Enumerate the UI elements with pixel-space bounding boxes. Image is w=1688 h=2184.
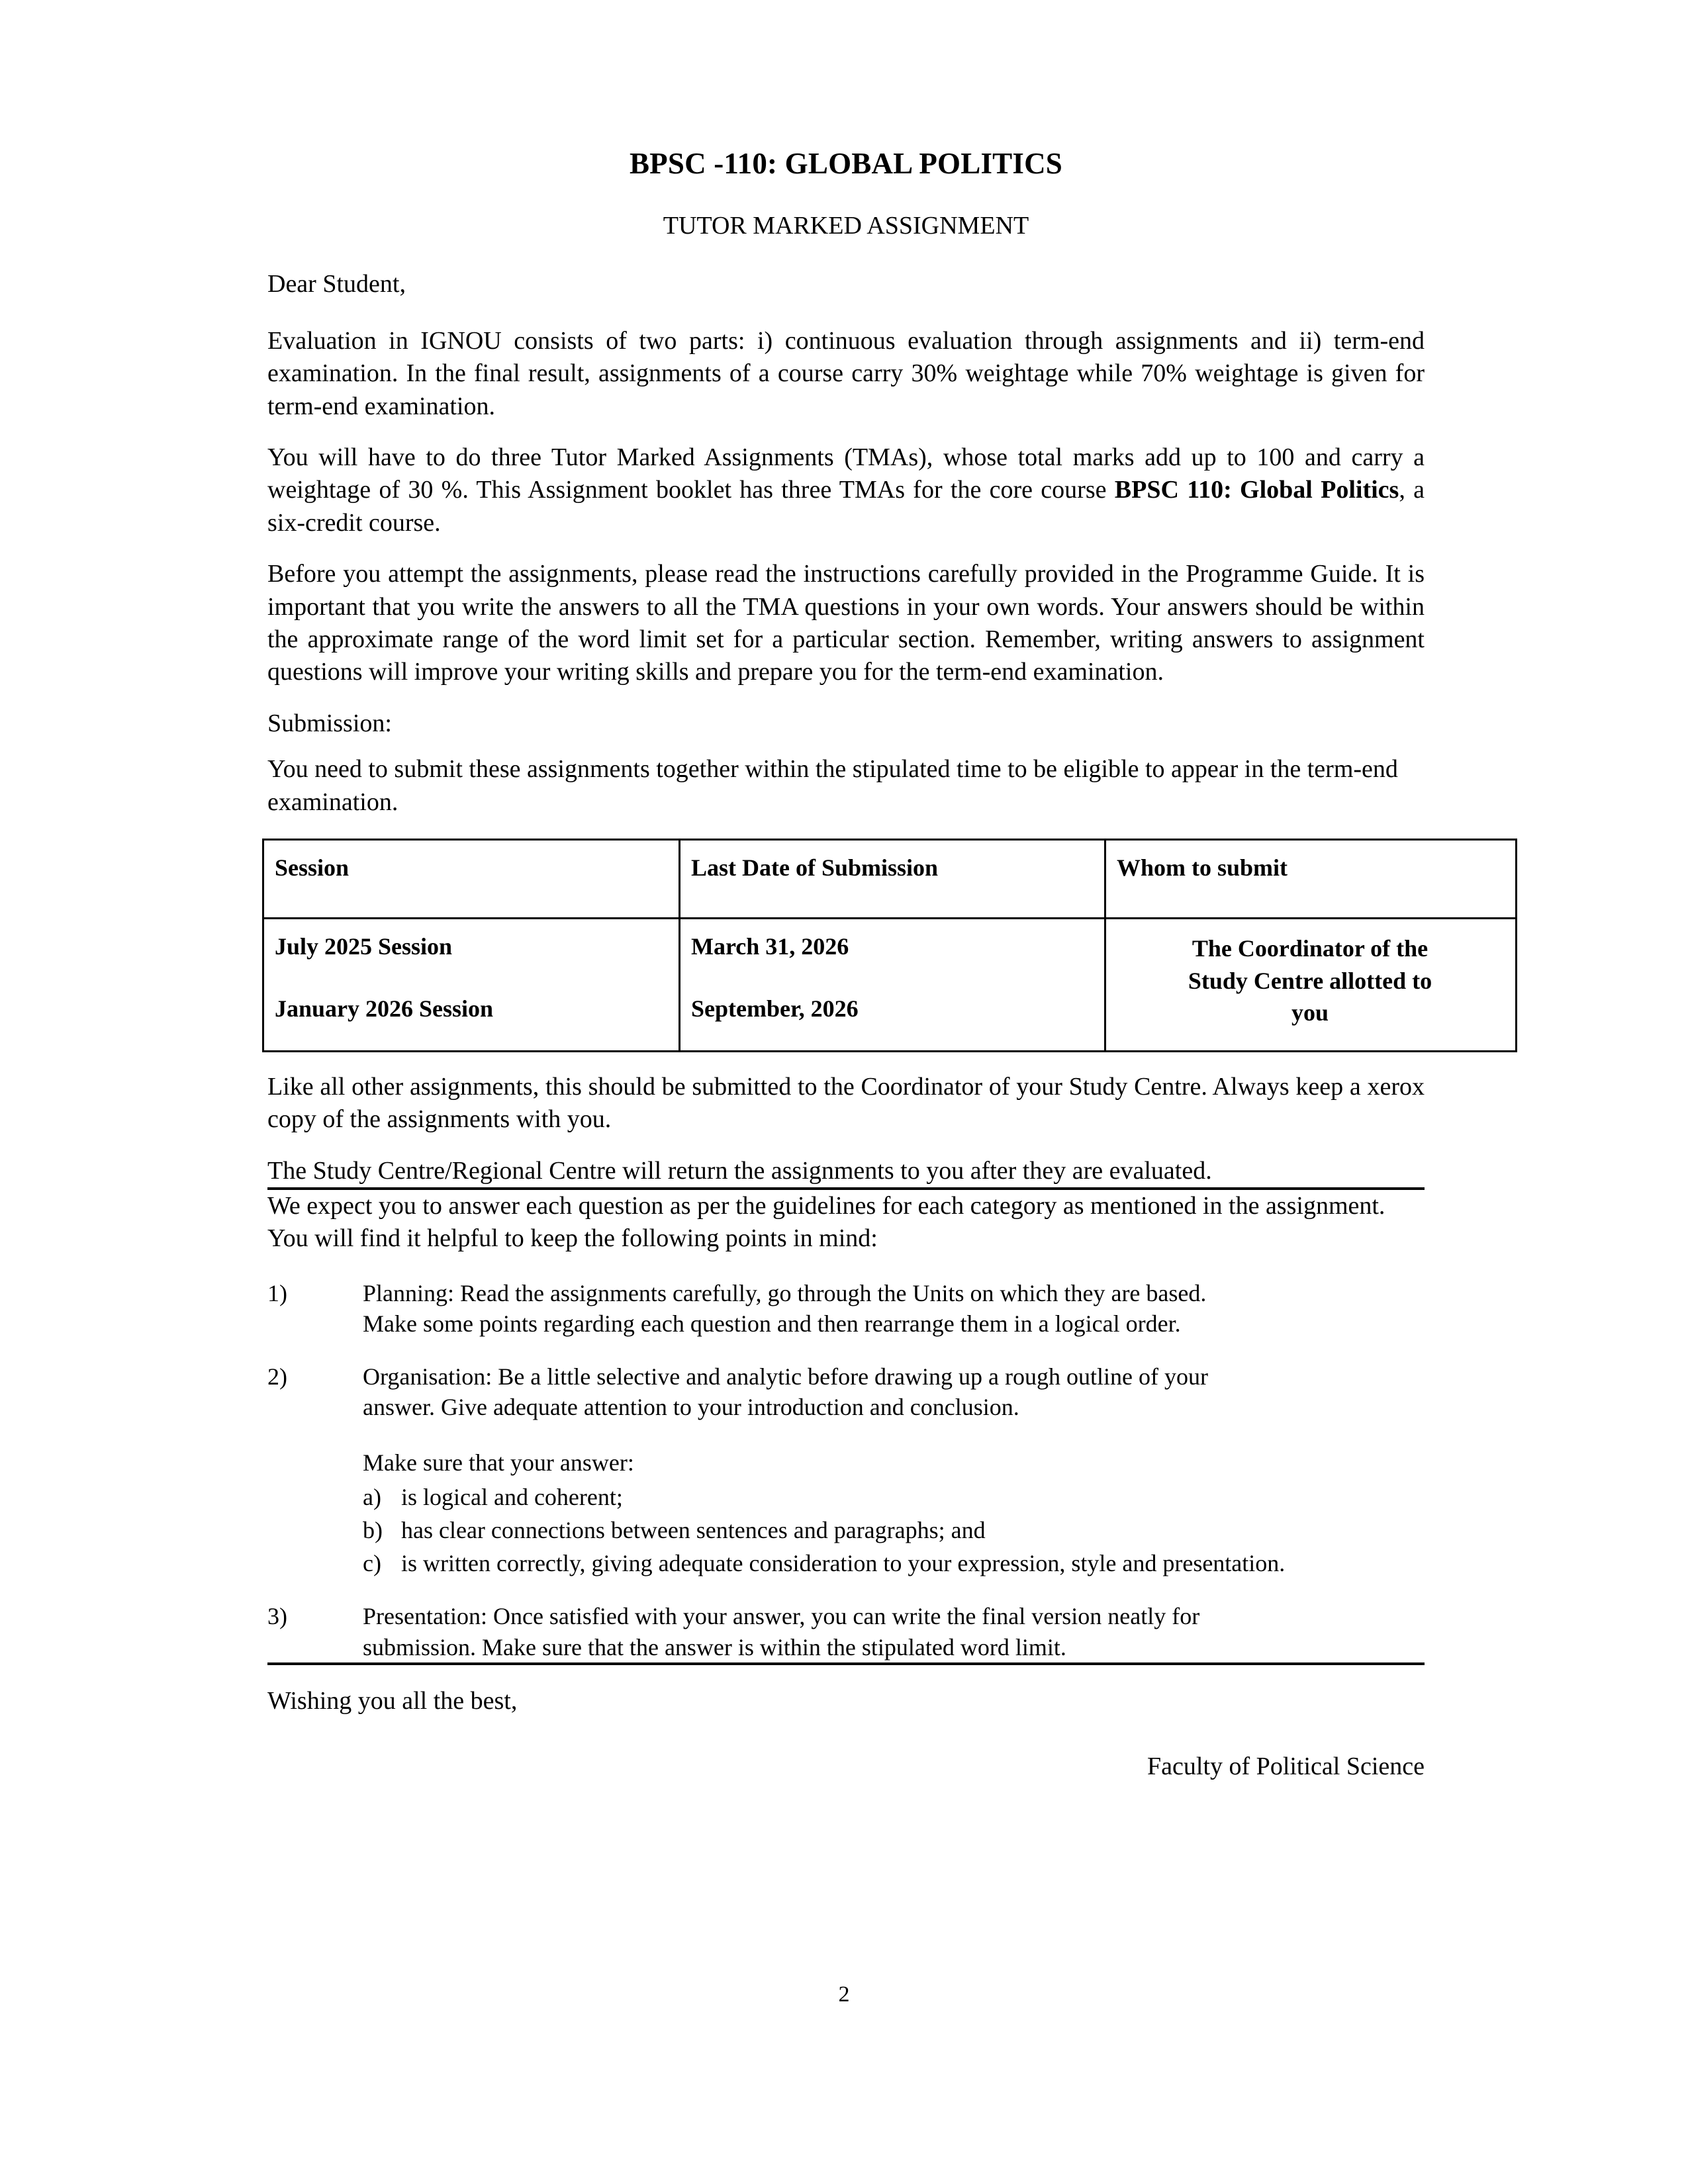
page-number: 2 — [838, 1982, 850, 2007]
sub-list-item-marker: b) — [363, 1517, 383, 1544]
paragraph-expectation: We expect you to answer each question as per the guidelines for each category as mentioned in the assignment. You will find it helpful to keep the following points in mind: — [267, 1192, 1385, 1253]
page-title: BPSC -110: GLOBAL POLITICS — [629, 147, 1063, 180]
whom-line-3: you — [1291, 999, 1329, 1026]
closing-line: Wishing you all the best, — [267, 1686, 518, 1715]
paragraph-tma-part1: You will have to do three Tutor Marked Assignments (TMAs), whose total marks add up to 100 and carry a weightage of 30 %. This Assignment booklet has three TMAs for the core course — [267, 443, 1425, 504]
sub-list-item-text: is written correctly, giving adequate consideration to your expression, style and presentation. — [401, 1550, 1286, 1577]
sub-list-item-text: is logical and coherent; — [401, 1484, 623, 1511]
cell-session — [263, 918, 680, 1051]
cell-whom-to-submit — [1105, 918, 1517, 1051]
schedule-table-head — [263, 839, 1517, 918]
list-item — [267, 1601, 1425, 1662]
paragraph-return: The Study Centre/Regional Centre will return the assignments to you after they are evaluated. — [267, 1156, 1212, 1185]
sub-list-item-text: has clear connections between sentences and paragraphs; and — [401, 1517, 986, 1544]
whom-line-2: Study Centre allotted to — [1188, 967, 1432, 994]
course-name-bold: BPSC 110: Global Politics — [1114, 476, 1399, 504]
list-item-text — [363, 1278, 1425, 1339]
list-item-marker: 1) — [267, 1279, 287, 1306]
page-content — [267, 0, 1432, 1806]
list-item-text — [363, 1601, 1425, 1662]
whom-line-1: The Coordinator of the — [1192, 934, 1429, 962]
list-item-marker: 3) — [267, 1603, 287, 1630]
sub-list-item — [363, 1515, 1425, 1545]
paragraph-tma — [267, 441, 1425, 539]
sub-list-item-marker: c) — [363, 1550, 381, 1577]
sub-list-item-marker: a) — [363, 1484, 381, 1511]
cell-last-date — [680, 918, 1105, 1051]
paragraph-tma-part2: , a six-credit course. — [267, 476, 1425, 537]
list-item-line-2: Make some points regarding each question and then rearrange them in a logical order. — [363, 1310, 1181, 1337]
column-header-whom-to-submit: Whom to submit — [1105, 839, 1517, 918]
submission-label: Submission: — [267, 709, 392, 737]
date-spacer — [691, 960, 1092, 995]
session-july: July 2025 Session — [275, 933, 453, 960]
column-header-session: Session — [263, 839, 680, 918]
paragraph-before-attempt: Before you attempt the assignments, please read the instructions carefully provided in the Programme Guide. It is important that you write the answers to all the TMA questions in your own words. Your answers should be within the approximate range of the word limit set for a particular section. Remember, writing answers to assignment questions will improve your writing skills and prepare you for the term-end examination. — [267, 560, 1425, 686]
list-item-line-2: answer. Give adequate attention to your introduction and conclusion. — [363, 1394, 1019, 1421]
sub-list-intro: Make sure that your answer: — [363, 1449, 634, 1477]
column-header-last-date: Last Date of Submission — [680, 839, 1105, 918]
list-item-marker: 2) — [267, 1363, 287, 1390]
table-row — [263, 918, 1517, 1051]
date-january: September, 2026 — [691, 995, 859, 1022]
schedule-table — [262, 839, 1517, 1052]
paragraph-like-all: Like all other assignments, this should be submitted to the Coordinator of your Study Centre. Always keep a xerox copy of the assignments with you. — [267, 1072, 1425, 1134]
signature-line: Faculty of Political Science — [1147, 1752, 1425, 1781]
paragraph-submit: You need to submit these assignments together within the stipulated time to be eligible to appear in the term-end examination. — [267, 755, 1398, 816]
sub-list-item — [363, 1482, 1425, 1512]
schedule-table-wrapper — [267, 839, 1432, 1052]
list-item-line-1: Planning: Read the assignments carefully, go through the Units on which they are based. — [363, 1279, 1207, 1306]
schedule-table-body — [263, 918, 1517, 1051]
table-header-row — [263, 839, 1517, 918]
list-item — [267, 1278, 1425, 1339]
list-item — [267, 1361, 1425, 1422]
salutation: Dear Student, — [267, 270, 406, 298]
sub-guidelines-list — [363, 1447, 1425, 1578]
session-spacer — [275, 960, 667, 995]
guidelines-list — [267, 1278, 1425, 1662]
page-subtitle: TUTOR MARKED ASSIGNMENT — [663, 211, 1029, 240]
list-item-line-1: Presentation: Once satisfied with your answer, you can write the final version neatly for — [363, 1603, 1200, 1630]
list-item-line-1: Organisation: Be a little selective and analytic before drawing up a rough outline of your — [363, 1363, 1208, 1390]
divider-bottom — [267, 1662, 1425, 1665]
date-july: March 31, 2026 — [691, 933, 849, 960]
list-item-line-2: submission. Make sure that the answer is within the stipulated word limit. — [363, 1633, 1066, 1661]
paragraph-evaluation: Evaluation in IGNOU consists of two parts: i) continuous evaluation through assignments and ii) term-end examination. In the final result, assignments of a course carry 30% weightage while 70% weightage is given for term-end examination. — [267, 326, 1425, 420]
session-january: January 2026 Session — [275, 995, 494, 1022]
sub-list-item — [363, 1548, 1425, 1578]
list-item-text — [363, 1361, 1425, 1422]
